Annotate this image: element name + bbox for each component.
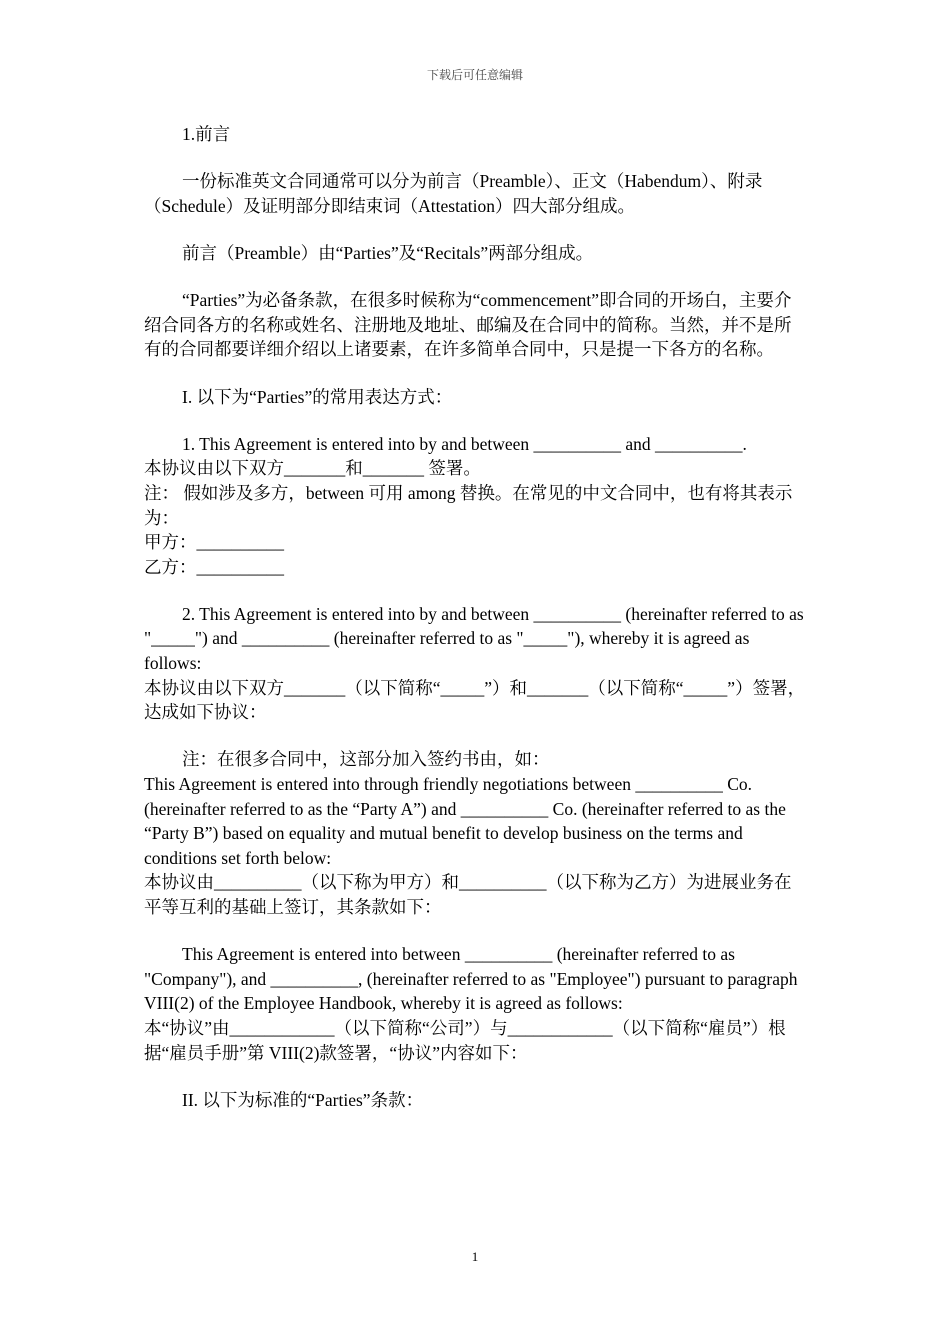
example-3-chinese: 本协议由__________（以下称为甲方）和__________（以下称为乙方）为进展业务在平等互利的基础上签订，其条款如下：: [144, 872, 792, 917]
paragraph-preamble-parts: 前言（Preamble）由“Parties”及“Recitals”两部分组成。: [182, 242, 594, 263]
page-number: 1: [471, 1249, 479, 1264]
subheading-parties-expressions: I. 以下为“Parties”的常用表达方式：: [182, 386, 453, 407]
paragraph-contract-structure: 一份标准英文合同通常可以分为前言（Preamble）、正文（Habendum）、附录（Schedule）及证明部分即结束词（Attestation）四大部分组成。: [144, 171, 763, 216]
example-3-english-line-2: (hereinafter referred to as the “Party A”) and __________ Co. (hereinafter referred to as the “Party B”) based on equality and mutual benefit to develop business on the terms and conditions set forth below:: [144, 798, 786, 868]
example-4-chinese: 本“协议”由____________（以下简称“公司”）与____________（以下简称“雇员”）根据“雇员手册”第 VIII(2)款签署，“协议”内容如下：: [144, 1017, 786, 1063]
paragraph-parties-intro: “Parties”为必备条款，在很多时候称为“commencement”即合同的开场白，主要介绍合同各方的名称或姓名、注册地及地址、邮编及在合同中的简称。当然，并不是所有的合同都要详细介绍以上诸要素，在许多简单合同中，只是提一下各方的名称。: [144, 290, 792, 360]
example-1-chinese: 本协议由以下双方_______和_______ 签署。: [144, 458, 481, 479]
section-heading-preamble: 1.前言: [182, 124, 231, 144]
document-body: [144, 122, 806, 1112]
example-4-english: This Agreement is entered into between __________ (hereinafter referred to as "Company"), and __________, (hereinafter referred to as "Employee") pursuant to paragraph VIII(2) of the Employee Handbook, whereby it is agreed as follows:: [144, 944, 798, 1014]
example-3-english-line-1: This Agreement is entered into through friendly negotiations between __________ Co.: [144, 774, 753, 795]
example-2-english: 2. This Agreement is entered into by and between __________ (hereinafter referred to as "_____") and __________ (hereinafter referred to as "_____"), whereby it is agreed as follows:: [144, 603, 804, 674]
note-signing-reason: 注：在很多合同中，这部分加入签约书由，如：: [182, 749, 550, 770]
example-1-english: 1. This Agreement is entered into by and between __________ and __________.: [182, 433, 747, 454]
page-header: 下载后可任意编辑: [426, 68, 523, 82]
party-b-line: 乙方：__________: [144, 556, 284, 577]
note-multiple-parties: 注： 假如涉及多方，between 可用 among 替换。在常见的中文合同中，也有将其表示为：: [144, 482, 793, 528]
party-a-line: 甲方：__________: [144, 532, 284, 553]
subheading-standard-parties: II. 以下为标准的“Parties”条款：: [182, 1089, 424, 1110]
example-2-chinese: 本协议由以下双方_______（以下简称“_____”）和_______（以下简称“_____”）签署，达成如下协议：: [144, 677, 806, 723]
